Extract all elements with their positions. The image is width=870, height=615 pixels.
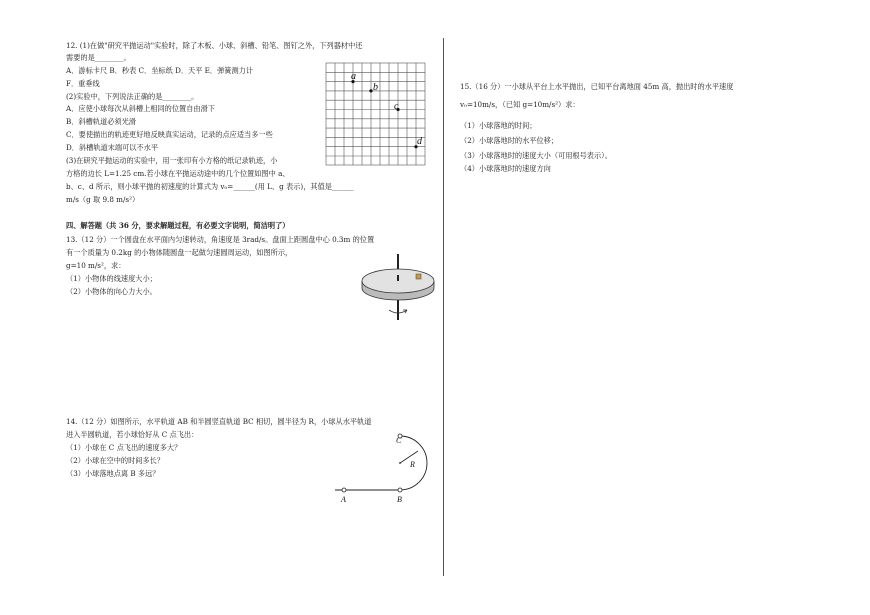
q12-line-2: 需要的是________。 bbox=[66, 53, 131, 62]
q14-line-2: 进入半圆轨道，若小球恰好从 C 点飞出： bbox=[66, 430, 199, 439]
q13-line-3: g=10 m/s²，求： bbox=[66, 261, 126, 270]
label-R: R bbox=[410, 460, 415, 469]
q12-line-5: (2)实验中，下列说法正确的是________。 bbox=[66, 92, 199, 101]
q12-line-8: C．要使描出的轨迹更好地反映真实运动，记录的点应适当多一些 bbox=[66, 130, 273, 139]
q12-line-12: b、c、d 所示，则小球平抛的初速度的计算式为 v₀=______(用 L、g 表示)，其值是______ bbox=[66, 182, 354, 191]
label-d: d bbox=[417, 136, 422, 147]
q14-line-4: （2）小球在空中的时间多长？ bbox=[66, 456, 165, 465]
q14-line-1: 14.（12 分）如图所示，水平轨道 AB 和半圆竖直轨道 BC 相切，圆半径为 R，小球从水平轨道 bbox=[66, 417, 372, 426]
q12-line-6: A．应使小球每次从斜槽上相同的位置自由滑下 bbox=[66, 104, 215, 113]
point-A bbox=[342, 488, 346, 492]
section-4-heading: 四、解答题（共 36 分，要求解题过程，有必要文字说明，简洁明了） bbox=[66, 221, 290, 230]
q15-line-5: （3）小球落地时的速度大小（可用根号表示）。 bbox=[460, 151, 612, 160]
q12-line-1: 12. (1)在做"研究平抛运动"实验时，除了木板、小球、斜槽、铅笔、图钉之外，下列器材中还 bbox=[66, 41, 363, 50]
q13-line-5: （2）小物体的向心力大小。 bbox=[66, 287, 157, 296]
label-A: A bbox=[341, 495, 346, 504]
semicircle-track-figure bbox=[330, 432, 440, 507]
q13-line-1: 13.（12 分）一个圆盘在水平面内匀速转动，角速度是 3rad/s。盘面上距圆盘中心 0.3m 的位置 bbox=[66, 235, 375, 244]
q15-line-1: 15.（16 分）一小球从平台上水平抛出，已知平台离地面 45m 高，抛出时的水平速度 bbox=[460, 82, 734, 91]
q12-line-11: 方格的边长 L=1.25 cm.若小球在平抛运动途中的几个位置如图中 a、 bbox=[66, 169, 290, 178]
q12-line-3: A．游标卡尺 B．秒表 C．坐标纸 D．天平 E．弹簧测力计 bbox=[66, 66, 254, 75]
q15-line-2: v₀=10m/s，（已知 g=10m/s²）求： bbox=[460, 100, 580, 109]
radius-line bbox=[400, 451, 418, 463]
small-object bbox=[416, 274, 421, 279]
q12-line-10: (3)在研究平抛运动的实验中，用一张印有小方格的纸记录轨迹，小 bbox=[66, 156, 278, 165]
q15-line-4: （2）小球落地时的水平位移； bbox=[460, 136, 559, 145]
label-a: a bbox=[351, 71, 356, 82]
label-c: c bbox=[394, 101, 399, 112]
q12-line-4: F．重垂线 bbox=[66, 79, 100, 88]
grid-lines bbox=[326, 63, 425, 165]
column-divider bbox=[443, 38, 444, 576]
label-b: b bbox=[373, 82, 378, 93]
q14-line-5: （3）小球落地点离 B 多远？ bbox=[66, 469, 160, 478]
q12-line-7: B．斜槽轨道必须光滑 bbox=[66, 117, 136, 126]
q12-line-9: D．斜槽轨道末端可以不水平 bbox=[66, 143, 159, 152]
q15-line-3: （1）小球落地的时间； bbox=[460, 121, 537, 130]
trajectory-grid-figure bbox=[325, 62, 427, 167]
rotating-disk-figure bbox=[358, 250, 438, 322]
label-C: C bbox=[396, 436, 402, 445]
q12-line-13: m/s（g 取 9.8 m/s²） bbox=[66, 195, 140, 204]
label-B: B bbox=[397, 495, 402, 504]
q13-line-4: （1）小物体的线速度大小； bbox=[66, 274, 157, 283]
point-B bbox=[398, 488, 402, 492]
q13-line-2: 有一个质量为 0.2kg 的小物体随圆盘一起做匀速圆周运动，如图所示， bbox=[66, 248, 293, 257]
q15-line-6: （4）小球落地时的速度方向 bbox=[460, 164, 551, 173]
q14-line-3: （1）小球在 C 点飞出的速度多大？ bbox=[66, 443, 182, 452]
